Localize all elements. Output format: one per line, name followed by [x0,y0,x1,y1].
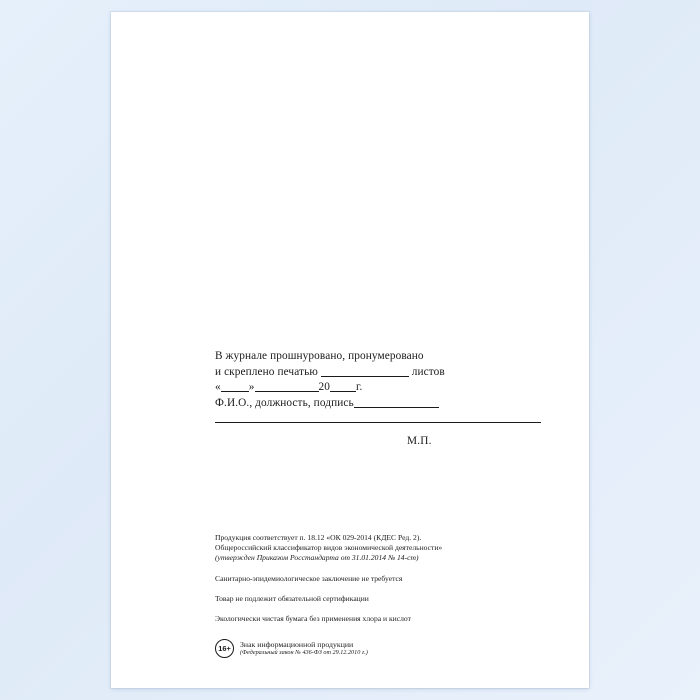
document-page [111,12,589,688]
signature-label: Ф.И.О., должность, подпись [215,396,354,409]
year-suffix: г. [356,381,363,394]
declaration-line-3 [215,380,545,396]
age-mark-title: Знак информационной продукции [240,639,354,649]
legal-gap-1 [215,564,565,574]
year-prefix: 20 [318,381,330,394]
year-blank [330,380,356,392]
declaration-line-4 [215,396,545,412]
legal-line-5: Товар не подлежит обязательной сертификации [215,593,369,603]
legal-gap-2 [215,584,565,594]
legal-line-4: Санитарно-эпидемиологическое заключение не требуется [215,573,403,583]
declaration-line-2-suffix: листов [411,365,445,378]
date-quote-close: » [248,381,255,394]
declaration-line-1: В журнале прошнуровано, пронумеровано [215,350,424,362]
date-quote-open: « [215,381,221,394]
month-blank [255,380,319,392]
sheets-count-blank [321,365,409,377]
signature-blank [354,396,439,408]
seal-mark: М.П. [407,435,432,447]
legal-block [215,533,565,624]
declaration-block [215,349,545,423]
page-content [111,12,589,688]
age-mark-texts [240,640,368,658]
legal-line-3: (утвержден Приказом Росстандарта от 31.01.2014 № 14-ст) [215,553,419,563]
legal-line-6: Экологически чистая бумага без применения хлора и кислот [215,614,411,624]
declaration-full-rule [215,413,541,423]
age-mark-row [215,639,368,658]
declaration-line-2 [215,365,545,381]
age-mark-subtitle: (Федеральный закон № 436-ФЗ от 29.12.2010 г.) [240,649,368,657]
legal-gap-3 [215,604,565,614]
day-blank [221,380,249,392]
age-rating-icon: 16+ [215,639,234,658]
legal-line-2: Общероссийский классификатор видов экономической деятельности» [215,543,443,553]
legal-line-1: Продукция соответствует п. 18.12 «ОК 029-2014 (КДЕС Ред. 2). [215,533,422,542]
declaration-line-2-prefix: и скреплено печатью [215,365,318,378]
